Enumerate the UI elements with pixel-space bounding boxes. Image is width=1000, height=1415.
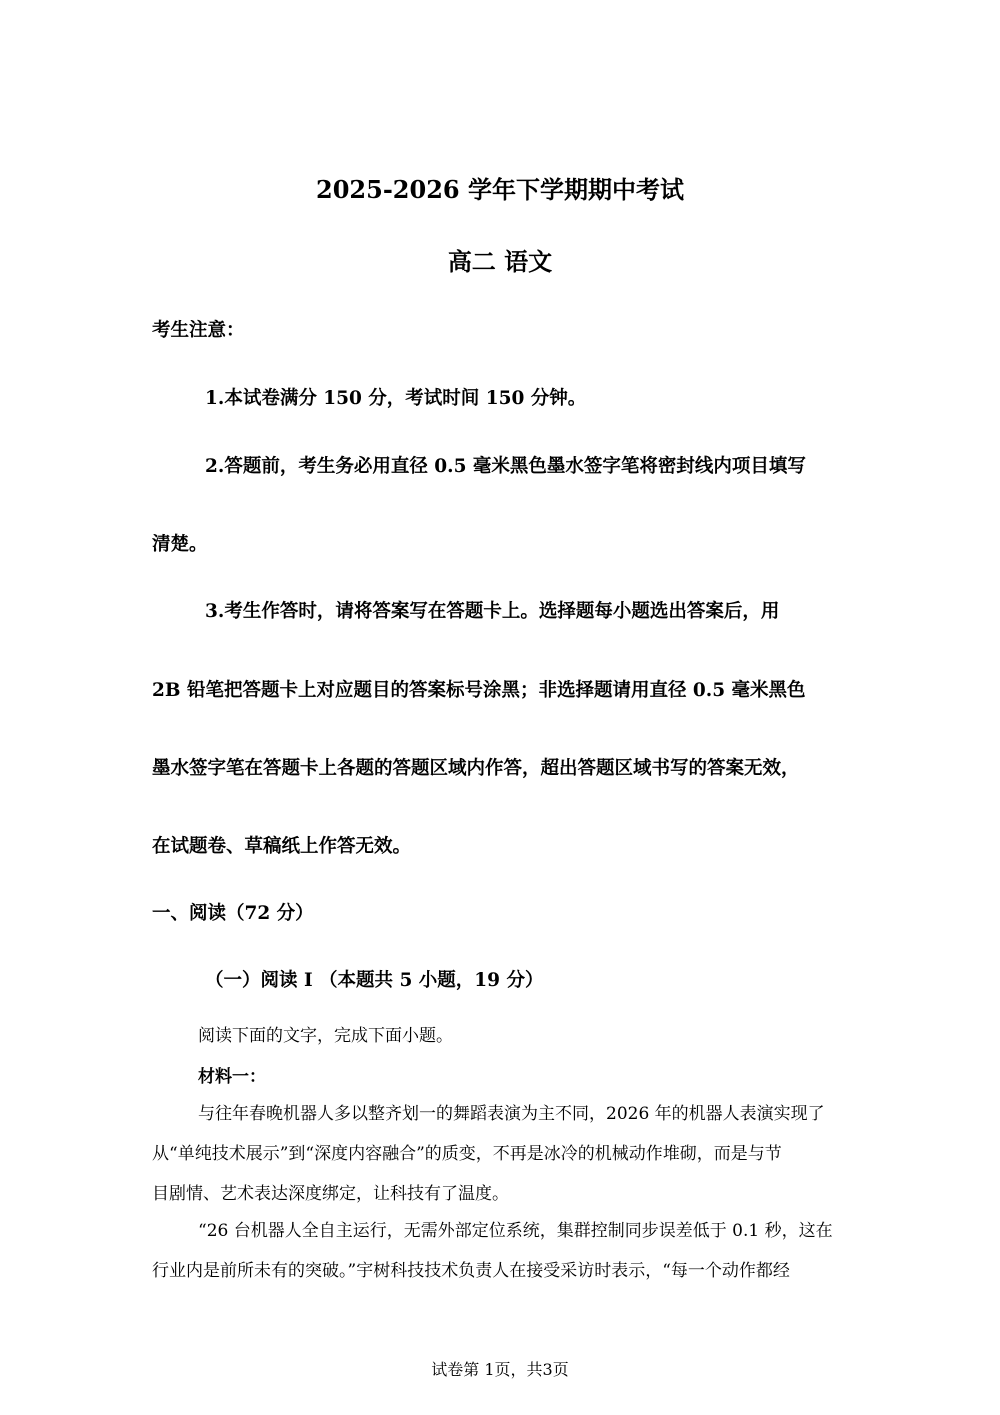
paragraph-line: 与往年春晚机器人多以整齐划一的舞蹈表演为主不同，2026 年的机器人表演实现了 [198, 1104, 825, 1124]
exam-subject: 高二 语文 [447, 247, 553, 276]
section-heading: 一、阅读（72 分） [152, 903, 314, 924]
material-label: 材料一： [198, 1067, 266, 1087]
notice-item-2-line-1: 2.答题前，考生务必用直径 0.5 毫米黑色墨水签字笔将密封线内项目填写 [205, 456, 806, 477]
notice-item-2-line-2: 清楚。 [152, 534, 208, 555]
paragraph-line: 从“单纯技术展示”到“深度内容融合”的质变，不再是冰冷的机械动作堆砌，而是与节 [152, 1144, 782, 1164]
page-footer: 试卷第 1页，共3页 [431, 1360, 569, 1379]
notice-item-1: 1.本试卷满分 150 分，考试时间 150 分钟。 [205, 388, 587, 409]
notice-item-3-line-1: 3.考生作答时，请将答案写在答题卡上。选择题每小题选出答案后，用 [205, 601, 780, 622]
paragraph-line: 行业内是前所未有的突破。”宇树科技技术负责人在接受采访时表示，“每一个动作都经 [152, 1261, 790, 1281]
notice-item-3-line-4: 在试题卷、草稿纸上作答无效。 [152, 836, 412, 857]
notice-item-3-line-2: 2B 铅笔把答题卡上对应题目的答案标号涂黑；非选择题请用直径 0.5 毫米黑色 [152, 680, 806, 701]
notice-item-3-line-3: 墨水签字笔在答题卡上各题的答题区域内作答，超出答题区域书写的答案无效， [152, 758, 800, 779]
reading-instruction: 阅读下面的文字，完成下面小题。 [198, 1026, 453, 1046]
part-heading: （一）阅读 I （本题共 5 小题，19 分） [205, 970, 544, 991]
paragraph-line: “26 台机器人全自主运行，无需外部定位系统，集群控制同步误差低于 0.1 秒，这在 [198, 1221, 833, 1241]
paragraph-line: 目剧情、艺术表达深度绑定，让科技有了温度。 [152, 1184, 509, 1204]
exam-title: 2025-2026 学年下学期期中考试 [316, 175, 684, 204]
notice-heading: 考生注意： [152, 320, 245, 341]
